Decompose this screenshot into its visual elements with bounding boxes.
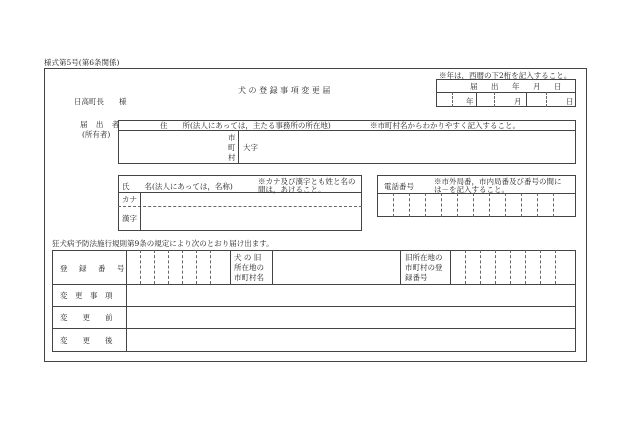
- notifier-label: 届 出 者: [80, 120, 123, 129]
- phone-label: 電話番号: [384, 182, 414, 191]
- form-number: 様式第5号(第6条関係): [44, 58, 120, 67]
- before-label: 変 更 前: [60, 313, 113, 322]
- addressee: 日高町長 様: [74, 97, 127, 106]
- kanji-label: 漢字: [122, 214, 137, 223]
- after-label: 変 更 後: [60, 336, 113, 345]
- date-month-label: 月: [514, 97, 522, 106]
- old-city-label-3: 市町村名: [234, 273, 264, 282]
- date-year-label: 年: [466, 97, 474, 106]
- page-title: 犬 の 登 録 事 項 変 更 届: [238, 86, 331, 95]
- name-note-2: 間は，あけること。: [258, 185, 326, 194]
- name-label: 氏 名(法人にあっては，名称): [122, 182, 233, 191]
- old-city-label-2: 所在地の: [234, 263, 264, 272]
- phone-note-2: は－を記入すること。: [434, 185, 509, 194]
- address-note: ※市町村名からわかりやすく記入すること。: [370, 121, 520, 130]
- old-reg-label-1: 旧所在地の: [405, 253, 443, 262]
- old-reg-label-2: 市町村の登: [405, 263, 443, 272]
- address-label: 住 所(法人にあっては，主たる事務所の所在地): [160, 121, 331, 130]
- address-input-divider: [238, 130, 239, 164]
- date-header: 届 出 年 月 日: [470, 82, 565, 91]
- village-label: 村: [228, 153, 236, 162]
- year-note: ※年は，西暦の下2桁を記入すること。: [439, 71, 572, 80]
- old-city-label-1: 犬 の 旧: [234, 253, 262, 262]
- reg-number-label: 登 録 番 号: [60, 264, 127, 273]
- town-label: 町 大字: [228, 143, 258, 152]
- old-reg-label-3: 録番号: [405, 273, 428, 282]
- registration-table: [52, 250, 576, 352]
- phone-note-1: ※市外局番，市内局番及び番号の間に: [434, 177, 562, 186]
- statement: 狂犬病予防法施行規則第9条の規定により次のとおり届け出ます。: [52, 239, 274, 248]
- city-label: 市: [228, 133, 236, 142]
- notifier-sublabel: (所有者): [82, 130, 111, 139]
- name-note-1: ※カナ及び漢字とも姓と名の: [258, 177, 356, 186]
- date-day-label: 日: [566, 97, 574, 106]
- kana-label: カナ: [122, 195, 137, 204]
- change-item-label: 変 更 事 項: [60, 291, 113, 300]
